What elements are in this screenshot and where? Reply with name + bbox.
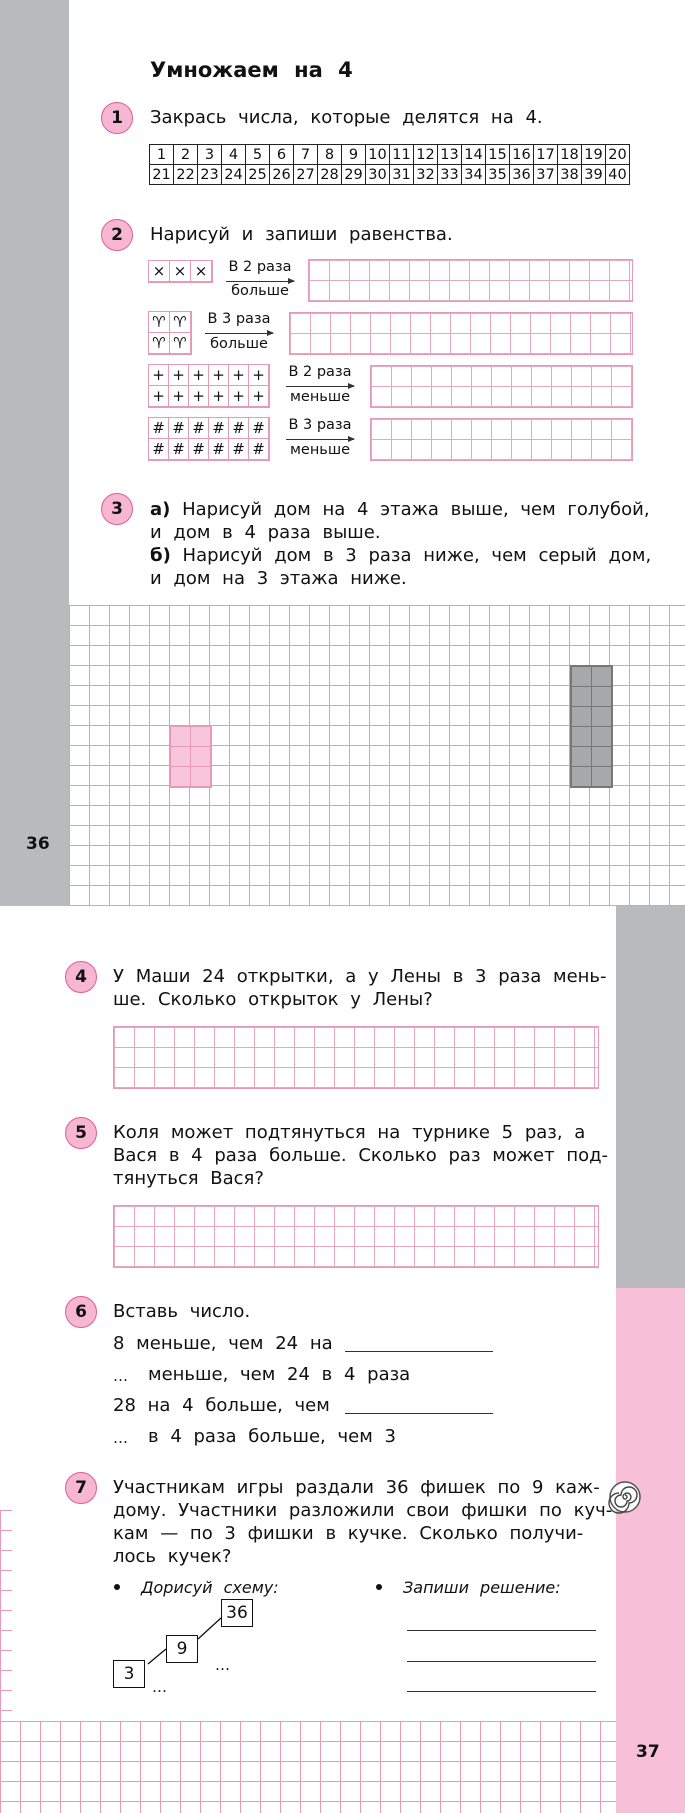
solution-line[interactable] xyxy=(407,1691,596,1692)
task-number: 3 xyxy=(101,493,133,525)
scheme-dots[interactable]: … xyxy=(152,1678,167,1696)
number-cell[interactable]: 18 xyxy=(558,145,582,165)
number-cell[interactable]: 37 xyxy=(534,165,558,185)
ratio-label-top: В 3 раза xyxy=(288,417,352,433)
task7-line2: дому. Участники разложили свои фишки по куч- xyxy=(113,1500,613,1521)
solution-line[interactable] xyxy=(407,1661,596,1662)
bullet2-text: Запиши решение: xyxy=(403,1578,561,1597)
number-cell[interactable]: 27 xyxy=(294,165,318,185)
arrow-right-icon xyxy=(286,439,354,440)
page-title: Умножаем на 4 xyxy=(150,58,353,82)
symbol-group xyxy=(148,417,270,461)
scheme-box-mid: 9 xyxy=(166,1635,198,1663)
number-cell[interactable]: 3 xyxy=(198,145,222,165)
hash-symbol: # xyxy=(189,439,209,460)
gray-house xyxy=(570,665,613,788)
scheme-connectors xyxy=(0,906,685,1813)
hash-symbol: # xyxy=(209,439,229,460)
ratio-label-bottom: меньше xyxy=(289,389,351,405)
number-cell[interactable]: 40 xyxy=(606,165,630,185)
arrow-right-icon xyxy=(226,281,294,282)
bottom-grid xyxy=(0,1721,616,1813)
answer-grid[interactable] xyxy=(308,259,633,302)
plus-symbol: + xyxy=(189,365,209,386)
number-cell[interactable]: 7 xyxy=(294,145,318,165)
answer-grid[interactable] xyxy=(289,312,633,355)
scheme-box-bottom: 3 xyxy=(113,1660,145,1688)
item-label-b: б) xyxy=(150,545,171,566)
page-number: 36 xyxy=(26,834,50,854)
task3-a-text: Нарисуй дом на 4 этажа выше, чем голубой, xyxy=(182,499,650,520)
number-cell[interactable]: 34 xyxy=(462,165,486,185)
number-cell[interactable]: 16 xyxy=(510,145,534,165)
plus-symbol: + xyxy=(209,386,229,407)
number-cell[interactable]: 11 xyxy=(390,145,414,165)
hash-symbol: # xyxy=(169,418,189,439)
number-cell[interactable]: 10 xyxy=(366,145,390,165)
task4-line1: У Маши 24 открытки, а у Лены в 3 раза мень- xyxy=(113,966,607,987)
task-number: 4 xyxy=(65,961,97,993)
answer-dots[interactable]: … xyxy=(113,1367,128,1385)
number-cell[interactable]: 33 xyxy=(438,165,462,185)
hash-symbol: # xyxy=(249,418,269,439)
number-cell[interactable]: 1 xyxy=(150,145,174,165)
margin-grid-left xyxy=(0,1510,12,1721)
task-number: 2 xyxy=(101,219,133,251)
number-cell[interactable]: 26 xyxy=(270,165,294,185)
item-label-a: а) xyxy=(150,499,171,520)
scheme-box-top: 36 xyxy=(221,1599,253,1627)
answer-dots[interactable]: … xyxy=(113,1429,128,1447)
task7-line4: лось кучек? xyxy=(113,1546,232,1567)
cross-symbol: × xyxy=(149,261,170,282)
scheme-dots[interactable]: … xyxy=(215,1656,230,1674)
number-cell[interactable]: 32 xyxy=(414,165,438,185)
task3-b-line2: и дом на 3 этажа ниже. xyxy=(150,568,407,589)
task7-line1: Участникам игры раздали 36 фишек по 9 каж- xyxy=(113,1477,600,1498)
arrow-right-icon xyxy=(286,386,354,387)
solution-line[interactable] xyxy=(407,1630,596,1631)
number-cell[interactable]: 38 xyxy=(558,165,582,185)
task1-text: Закрась числа, которые делятся на 4. xyxy=(150,107,543,128)
pink-house xyxy=(169,725,212,788)
task3-b-text: Нарисуй дом в 3 раза ниже, чем серый дом, xyxy=(182,545,652,566)
page-number: 37 xyxy=(636,1742,660,1762)
number-cell[interactable]: 35 xyxy=(486,165,510,185)
number-cell[interactable]: 30 xyxy=(366,165,390,185)
plus-symbol: + xyxy=(229,386,249,407)
symbol-group xyxy=(148,364,270,408)
plus-symbol: + xyxy=(209,365,229,386)
number-cell[interactable]: 15 xyxy=(486,145,510,165)
answer-grid[interactable] xyxy=(370,418,633,461)
plus-symbol: + xyxy=(169,365,189,386)
task3-b-line1 xyxy=(150,544,651,567)
number-cell[interactable]: 29 xyxy=(342,165,366,185)
ratio-label-top: В 2 раза xyxy=(288,364,352,380)
number-cell[interactable]: 22 xyxy=(174,165,198,185)
plus-symbol: + xyxy=(249,386,269,407)
left-gray-margin xyxy=(0,0,69,906)
task5-line2: Вася в 4 раза больше. Сколько раз может под- xyxy=(113,1145,609,1166)
plus-symbol: + xyxy=(149,386,169,407)
plus-symbol: + xyxy=(229,365,249,386)
hash-symbol: # xyxy=(149,439,169,460)
task6-line4-text: в 4 раза больше, чем 3 xyxy=(148,1426,396,1447)
plus-symbol: + xyxy=(149,365,169,386)
task5-line1: Коля может подтянуться на турнике 5 раз, а xyxy=(113,1122,586,1143)
number-cell[interactable]: 2 xyxy=(174,145,198,165)
task4-line2: ше. Сколько открыток у Лены? xyxy=(113,989,433,1010)
number-cell[interactable]: 19 xyxy=(582,145,606,165)
task-number: 1 xyxy=(101,102,133,134)
number-cell[interactable]: 39 xyxy=(582,165,606,185)
number-cell[interactable]: 12 xyxy=(414,145,438,165)
number-cell[interactable]: 28 xyxy=(318,165,342,185)
number-cell[interactable]: 14 xyxy=(462,145,486,165)
ratio-label-bottom: больше xyxy=(210,336,268,352)
symbol-group xyxy=(148,311,192,355)
arrow-right-icon xyxy=(205,333,273,334)
number-cell[interactable]: 8 xyxy=(318,145,342,165)
plus-symbol: + xyxy=(169,386,189,407)
task3-a-line1 xyxy=(150,498,650,521)
hash-symbol: # xyxy=(169,439,189,460)
number-cell[interactable]: 23 xyxy=(198,165,222,185)
number-cell[interactable]: 4 xyxy=(222,145,246,165)
task7-line3: кам — по 3 фишки в кучке. Сколько получи- xyxy=(113,1523,584,1544)
task6-text: Вставь число. xyxy=(113,1301,251,1322)
hash-symbol: # xyxy=(189,418,209,439)
aries-symbol: ♈ xyxy=(149,333,170,354)
number-cell[interactable]: 13 xyxy=(438,145,462,165)
symbol-group xyxy=(148,260,213,283)
number-cell[interactable]: 6 xyxy=(270,145,294,165)
hash-symbol: # xyxy=(149,418,169,439)
plus-symbol: + xyxy=(249,365,269,386)
page-37 xyxy=(0,906,685,1813)
task6-line3-text: 28 на 4 больше, чем xyxy=(113,1395,330,1416)
number-cell[interactable]: 31 xyxy=(390,165,414,185)
aries-symbol: ♈ xyxy=(149,312,170,333)
plus-symbol: + xyxy=(189,386,209,407)
task3-a-line2: и дом в 4 раза выше. xyxy=(150,522,381,543)
hash-symbol: # xyxy=(229,439,249,460)
task-number: 6 xyxy=(65,1296,97,1328)
task6-line2-text: меньше, чем 24 в 4 раза xyxy=(148,1364,411,1385)
ratio-label-top: В 3 раза xyxy=(207,311,271,327)
task5-line3: тянуться Вася? xyxy=(113,1168,264,1189)
number-cell[interactable]: 21 xyxy=(150,165,174,185)
hash-symbol: # xyxy=(209,418,229,439)
cross-symbol: × xyxy=(170,261,191,282)
number-cell[interactable]: 5 xyxy=(246,145,270,165)
number-cell[interactable]: 36 xyxy=(510,165,534,185)
number-cell[interactable]: 9 xyxy=(342,145,366,165)
task-number: 7 xyxy=(65,1472,97,1504)
task6-line1-text: 8 меньше, чем 24 на xyxy=(113,1333,333,1354)
ratio-label-top: В 2 раза xyxy=(228,259,292,275)
task2-text: Нарисуй и запиши равенства. xyxy=(150,224,453,245)
ratio-label-bottom: больше xyxy=(231,283,289,299)
aries-symbol: ♈ xyxy=(170,333,191,354)
number-cell[interactable]: 24 xyxy=(222,165,246,185)
hash-symbol: # xyxy=(229,418,249,439)
bullet1-text: Дорисуй схему: xyxy=(141,1578,279,1597)
cross-symbol: × xyxy=(191,261,212,282)
number-cell[interactable]: 17 xyxy=(534,145,558,165)
number-cell[interactable]: 25 xyxy=(246,165,270,185)
hash-symbol: # xyxy=(249,439,269,460)
numbers-table xyxy=(149,144,630,185)
page-36 xyxy=(0,0,685,906)
aries-symbol: ♈ xyxy=(170,312,191,333)
number-cell[interactable]: 20 xyxy=(606,145,630,165)
ratio-label-bottom: меньше xyxy=(289,442,351,458)
task-number: 5 xyxy=(65,1117,97,1149)
answer-grid[interactable] xyxy=(370,365,633,408)
